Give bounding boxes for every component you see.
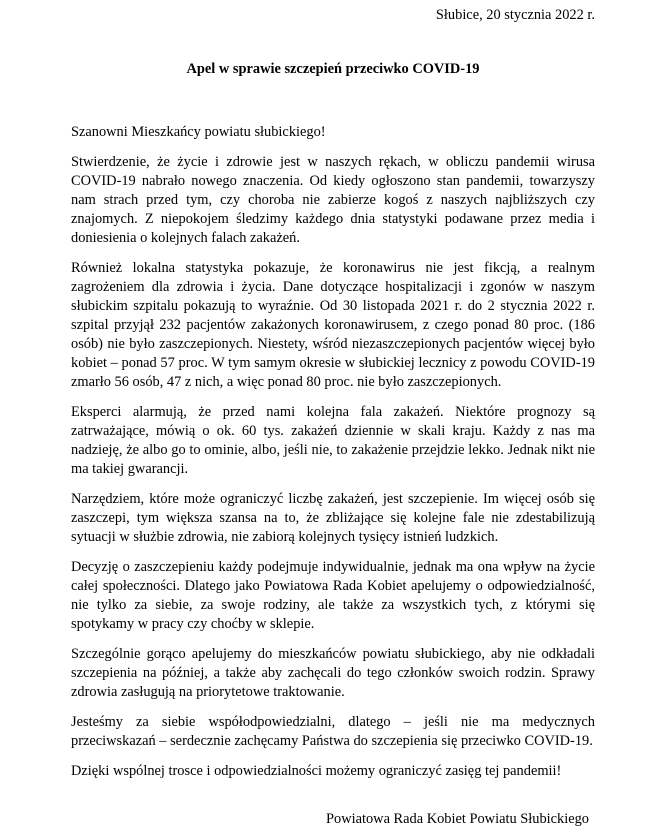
paragraph: Stwierdzenie, że życie i zdrowie jest w naszych rękach, w obliczu pandemii wirusa COVID-19 nabrało nowego znaczenia. Od kiedy ogłoszono stan pandemii, towarzyszy nam strach przed tym, czy choroba nie zabierze kogoś z naszych najbliższych czy znajomych. Z niepokojem śledzimy każdego dnia statystyki podawane przez media i doniesienia o kolejnych falach zakażeń.: [71, 154, 595, 246]
paragraph: Szczególnie gorąco apelujemy do mieszkańców powiatu słubickiego, aby nie odkładali szczepienia na później, a także aby zachęcali do tego członków swoich rodzin. Sprawy zdrowia zasługują na priorytetowe traktowanie.: [71, 646, 595, 700]
paragraph: Decyzję o zaszczepieniu każdy podejmuje indywidualnie, jednak ma ona wpływ na życie całej społeczności. Dlatego jako Powiatowa Rada Kobiet apelujemy o odpowiedzialność, nie tylko za siebie, za swoje rodziny, ale także za wszystkich tych, z którymi się spotykamy w pracy czy choćby w sklepie.: [71, 559, 595, 632]
paragraph: Dzięki wspólnej trosce i odpowiedzialności możemy ograniczyć zasięg tej pandemii!: [71, 763, 562, 779]
paragraph: Narzędziem, które może ograniczyć liczbę zakażeń, jest szczepienie. Im więcej osób się zaszczepi, tym większa szansa na to, że zbliżające się kolejne fale nie zdestabilizują sytuacji w służbie zdrowia, nie zabiorą kolejnych tysięcy istnień ludzkich.: [71, 491, 595, 545]
salutation: Szanowni Mieszkańcy powiatu słubickiego!: [71, 124, 326, 140]
body-paragraphs: [71, 153, 595, 781]
dateline: Słubice, 20 stycznia 2022 r.: [435, 7, 595, 23]
signature: Powiatowa Rada Kobiet Powiatu Słubickiego: [326, 811, 589, 827]
document-title: Apel w sprawie szczepień przeciwko COVID-19: [186, 61, 480, 77]
paragraph: Eksperci alarmują, że przed nami kolejna fala zakażeń. Niektóre prognozy są zatrważające, mówią o ok. 60 tys. zakażeń dziennie w skali kraju. Każdy z nas ma nadzieję, że albo go to ominie, albo, jeśli nie, to zakażenie przejdzie lekko. Jednak nikt nie ma takiej gwarancji.: [71, 404, 595, 477]
paragraph: Jesteśmy za siebie współodpowiedzialni, dlatego – jeśli nie ma medycznych przeciwskazań – serdecznie zachęcamy Państwa do szczepienia się przeciwko COVID-19.: [71, 714, 595, 749]
paragraph: Również lokalna statystyka pokazuje, że koronawirus nie jest fikcją, a realnym zagrożeniem dla zdrowia i życia. Dane dotyczące hospitalizacji i zgonów w naszym słubickim szpitalu pokazują to wyraźnie. Od 30 listopada 2021 r. do 2 stycznia 2022 r. szpital przyjął 232 pacjentów zakażonych koronawirusem, z czego ponad 80 proc. (186 osób) nie było zaszczepionych. Niestety, wśród niezaszczepionych pacjentów więcej było kobiet – ponad 57 proc. W tym samym okresie w słubickiej lecznicy z powodu COVID-19 zmarło 56 osób, 47 z nich, a więc ponad 80 proc. nie było zaszczepionych.: [71, 260, 595, 390]
